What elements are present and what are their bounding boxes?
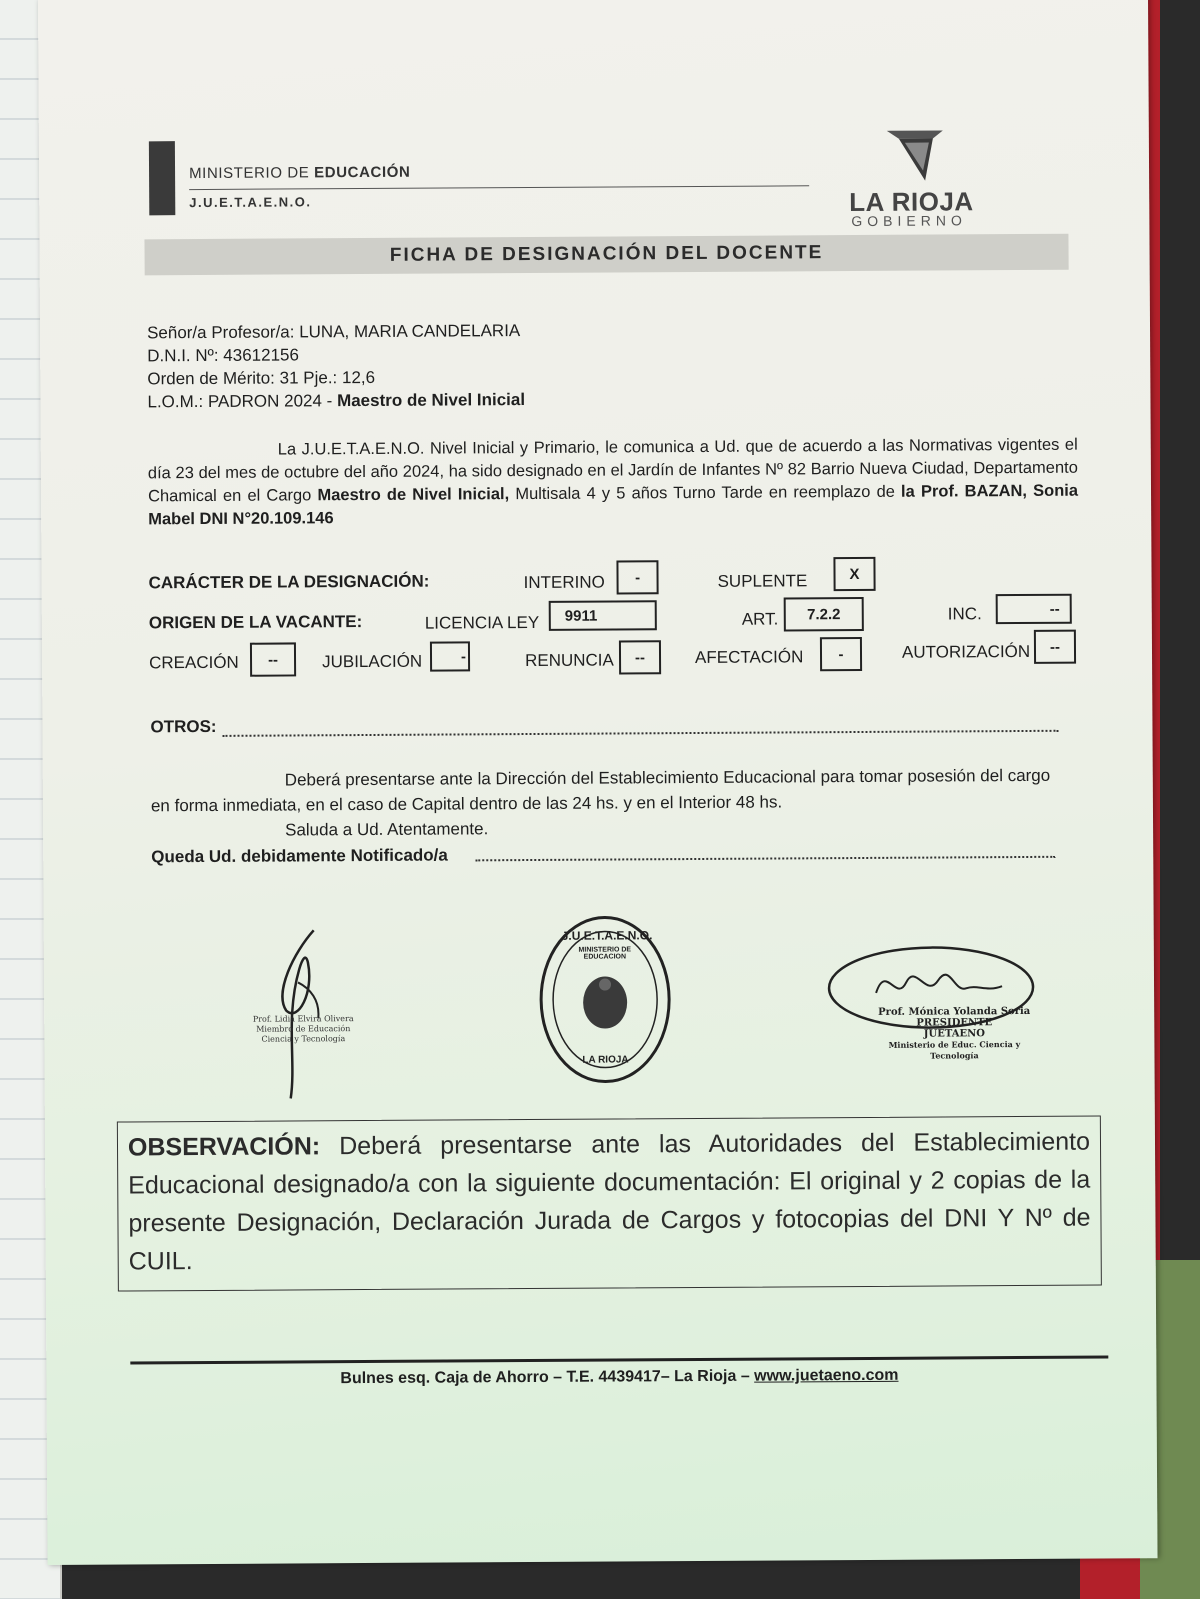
paragraph-bold-1: Maestro de Nivel Inicial, <box>317 485 510 505</box>
header-divider <box>189 185 809 190</box>
presentation-line-1: Deberá presentarse ante la Dirección del Establecimiento Educacional para tomar posesión del cargo <box>284 765 1051 790</box>
header-bar <box>149 141 175 215</box>
designation-paragraph <box>148 434 1079 532</box>
footer-address-text: Bulnes esq. Caja de Ahorro – T.E. 4439417– La Rioja – <box>340 1367 755 1388</box>
footer-address <box>130 1365 1108 1389</box>
seal-ring-text: MINISTERIO DE EDUCACION <box>578 946 632 961</box>
autorizacion-box: -- <box>1034 630 1076 664</box>
lom-bold: Maestro de Nivel Inicial <box>336 390 526 411</box>
right-signer-role-2: JUETAENO <box>923 1028 985 1040</box>
teacher-dni: D.N.I. Nº: 43612156 <box>147 345 299 366</box>
teacher-info <box>147 319 525 413</box>
suplente-label: SUPLENTE <box>717 571 808 591</box>
interino-label: INTERINO <box>523 572 605 593</box>
ministry-prefix: MINISTERIO DE <box>189 164 310 183</box>
ministry-name <box>189 164 410 182</box>
art-label: ART. <box>741 609 779 629</box>
designation-type-label: CARÁCTER DE LA DESIGNACIÓN: <box>148 571 430 593</box>
licencia-box: 9911 <box>549 600 657 631</box>
otros-label: OTROS: <box>150 716 217 737</box>
art-box: 7.2.2 <box>784 597 864 631</box>
right-signer-role-1: PRESIDENTE <box>916 1017 993 1029</box>
inc-label: INC. <box>947 604 982 624</box>
left-signature-stamp <box>248 1014 358 1045</box>
paragraph-text-2: Multisala 4 y 5 años Turno Tarde en reemplazo de <box>509 482 902 504</box>
teacher-name: Señor/a Profesor/a: LUNA, MARIA CANDELARIA <box>146 321 521 343</box>
presentation-line-2: en forma inmediata, en el caso de Capital dentro de las 24 hs. y en el Interior 48 hs. <box>150 792 783 816</box>
left-signature-icon <box>224 922 385 1103</box>
agency-name: J.U.E.T.A.E.N.O. <box>189 194 312 211</box>
notified-label: Queda Ud. debidamente Notificado/a <box>151 845 448 867</box>
lom-prefix: L.O.M.: PADRON 2024 - <box>147 391 338 412</box>
seal-top-text: J.U.E.T.A.E.N.O. <box>561 928 653 943</box>
paragraph-text-1: La J.U.E.T.A.E.N.O. Nivel Inicial y Primario, le comunica a Ud. que de acuerdo a las Normativas vigentes el día 23 del mes de octubre del año 2024, ha sido designado en el Jardín de Infantes Nº 82 Barrio Nueva Ciudad, Departamento Chamical en el Cargo <box>147 435 1078 506</box>
renuncia-label: RENUNCIA <box>524 650 614 671</box>
observation-text: Deberá presentarse ante las Autoridades del Establecimiento Educacional designado/a con la siguiente documentación: El original y 2 copias de la presente Designación, Declaración Jurada de Cargos y fotocopias del DNI Y Nº de CUIL. <box>128 1127 1091 1276</box>
renuncia-box: -- <box>619 640 661 674</box>
logo-subtitle: GOBIERNO <box>851 212 967 230</box>
left-signer-role: Miembro de Educación Ciencia y Tecnología <box>256 1024 351 1044</box>
jubilacion-label: JUBILACIÓN <box>321 651 423 672</box>
notified-dotted-line <box>475 842 1055 862</box>
inc-box: -- <box>996 594 1072 624</box>
ministry-bold: EDUCACIÓN <box>314 163 411 182</box>
creacion-box: -- <box>250 642 296 676</box>
vacancy-origin-label: ORIGEN DE LA VACANTE: <box>148 612 363 633</box>
paragraph-bold-2: la Prof. BAZAN, Sonia Mabel DNI N°20.109.146 <box>148 481 1079 529</box>
creacion-label: CREACIÓN <box>148 652 239 673</box>
greeting: Saluda a Ud. Atentamente. <box>285 819 489 840</box>
logo-name: LA RIOJA <box>849 186 974 218</box>
document-sheet <box>38 0 1158 1565</box>
right-signature-stamp <box>874 1006 1034 1062</box>
jubilacion-box: - <box>430 641 470 671</box>
seal-bottom-text: LA RIOJA <box>582 1054 629 1066</box>
observation-label: OBSERVACIÓN: <box>127 1132 321 1162</box>
la-rioja-logo-icon <box>885 126 945 182</box>
afectacion-label: AFECTACIÓN <box>694 647 804 667</box>
merit-order: Orden de Mérito: 31 Pje.: 12,6 <box>147 367 376 389</box>
right-signer-role-3: Ministerio de Educ. Ciencia y Tecnología <box>888 1039 1021 1061</box>
footer-website-link[interactable]: www.juetaeno.com <box>754 1366 899 1385</box>
autorizacion-label: AUTORIZACIÓN <box>901 641 1031 662</box>
document-title: FICHA DE DESIGNACIÓN DEL DOCENTE <box>144 234 1068 276</box>
right-signer-name: Prof. Mónica Yolanda Soria <box>878 1005 1031 1018</box>
footer-divider <box>130 1355 1108 1364</box>
suplente-box: X <box>833 557 875 591</box>
left-signer-name: Prof. Lidia Elvira Olivera <box>252 1014 354 1024</box>
licencia-label: LICENCIA LEY <box>424 612 540 633</box>
interino-box: - <box>616 560 658 594</box>
lom-line <box>147 388 525 413</box>
afectacion-box: - <box>820 637 862 671</box>
observation-box <box>117 1116 1102 1292</box>
otros-dotted-line <box>222 716 1058 737</box>
